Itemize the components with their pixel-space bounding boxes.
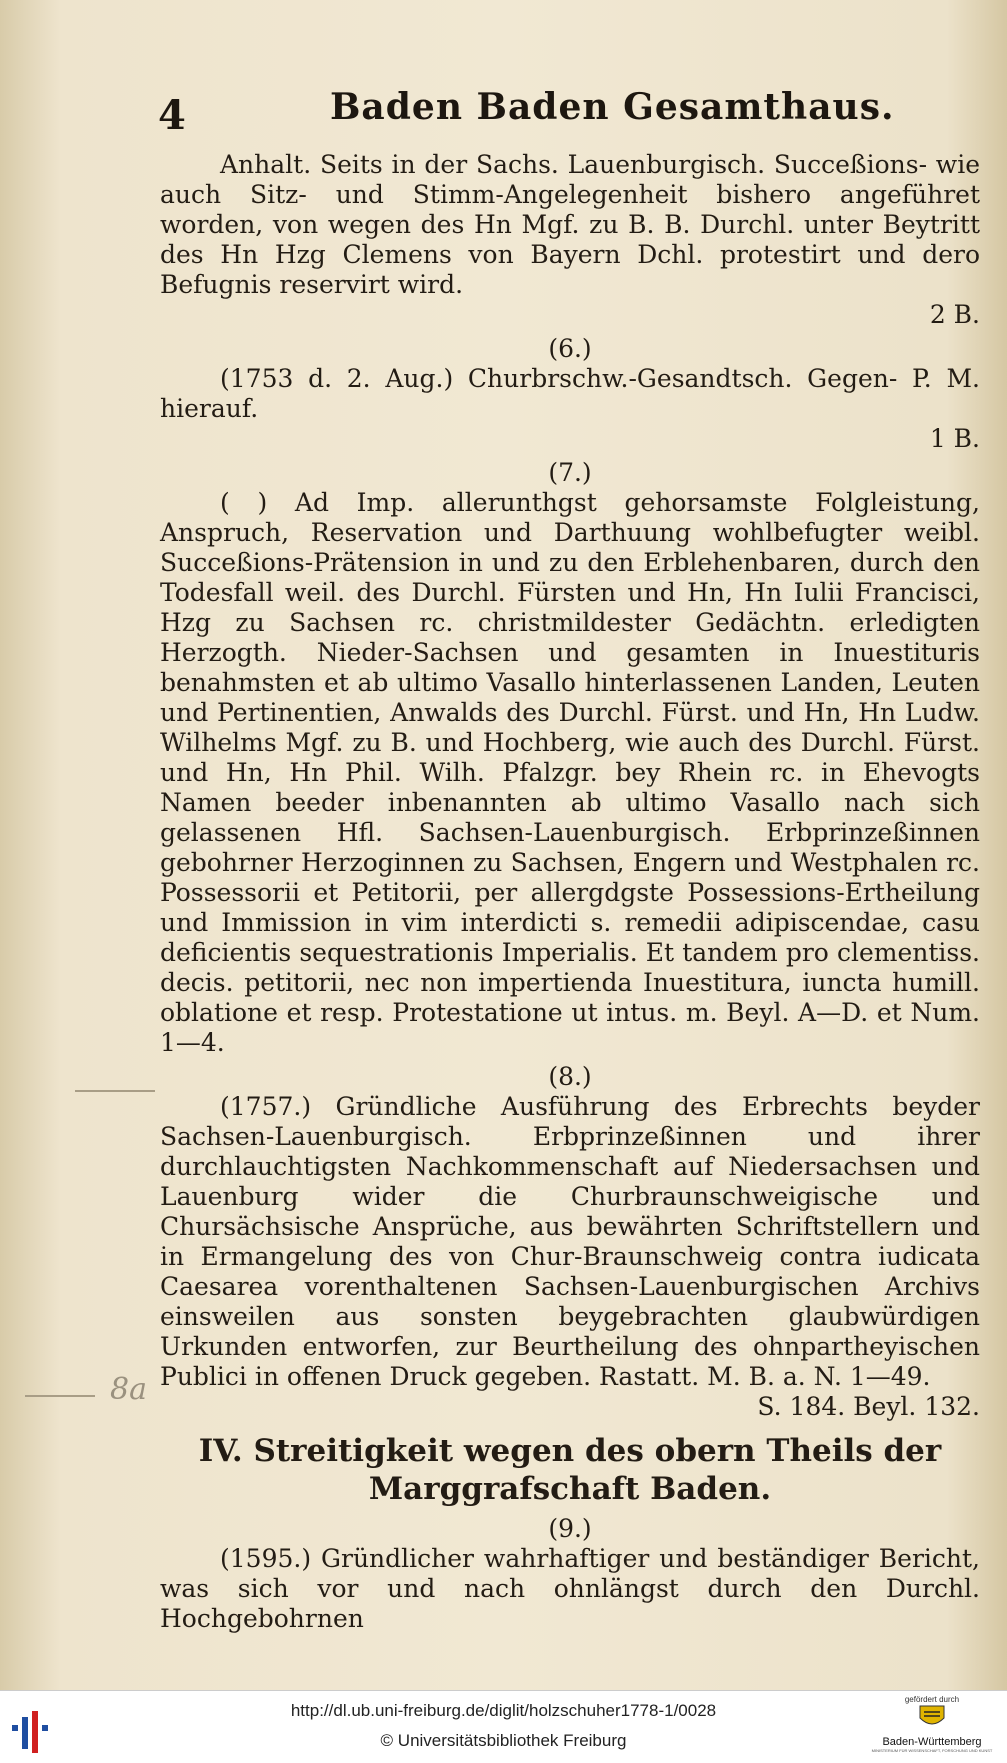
paragraph-end: [160, 300, 980, 330]
sponsor-caption: gefördert durch: [904, 1695, 960, 1704]
paragraph-end: [160, 424, 980, 454]
entry-number: (8.): [548, 1062, 592, 1091]
page-number: 4: [158, 92, 186, 139]
margin-note: 8a: [110, 1372, 147, 1407]
sponsor-name: Baden-Württemberg: [882, 1736, 982, 1748]
permalink-url[interactable]: http://dl.ub.uni-freiburg.de/diglit/holzschuher1778-1/0028: [290, 1701, 717, 1720]
page-reference: 1 B.: [929, 424, 980, 453]
page-reference: 2 B.: [929, 300, 980, 329]
viewer-footer: [0, 1690, 1007, 1763]
state-crest-icon: [912, 1704, 952, 1730]
sponsor-ministry: MINISTERIUM FÜR WISSENSCHAFT, FORSCHUNG UND KUNST: [871, 1748, 993, 1753]
section-heading: IV. Streitigkeit wegen des obern Theils der Marggrafschaft Baden.: [198, 1433, 942, 1507]
page-reference: S. 184. Beyl. 132.: [757, 1392, 980, 1421]
paragraph: (1753 d. 2. Aug.) Churbrschw.-Gesandtsch. Gegen- P. M. hierauf.: [160, 364, 980, 423]
paragraph: (1757.) Gründliche Ausführung des Erbrechts beyder Sachsen-Lauenburgisch. Erbprinzeßinnen und ihrer durchlauchtigsten Nachkommenschaft auf Niedersachsen und Lauenburg wider die Churbraunschweigische und Chursächsische Ansprüche, aus bewährten Schriftstellern und in Ermangelung des von Chur-Braunschweig contra iudicata Caesarea vorenthaltenen Sachsen-Lauenburgischen Archivs einsweilen aus sonsten beygebrachten glaubwürdigen Urkunden entworfen, zur Beurtheilung des ohnpartheyischen Publici in offenen Druck gegeben. Rastatt. M. B. a. N. 1—49.: [160, 1092, 980, 1391]
paragraph: (1595.) Gründlicher wahrhaftiger und beständiger Bericht, was sich vor und nach ohnlängst durch den Durchl. Hochgebohrnen: [160, 1544, 980, 1633]
page-header: [150, 82, 960, 139]
copyright-text: © Universitätsbibliothek Freiburg: [380, 1731, 627, 1750]
entry-number: (9.): [548, 1514, 592, 1543]
body-text: [160, 150, 980, 1634]
margin-rule: [75, 1090, 155, 1092]
entry-number: (6.): [548, 334, 592, 363]
paragraph: Anhalt. Seits in der Sachs. Lauenburgisch. Succeßions- wie auch Sitz- und Stimm-Angelegenheit bishero angeführet worden, von wegen des Hn Mgf. zu B. B. Durchl. unter Beytritt des Hn Hzg Clemens von Bayern Dchl. protestirt und dero Befugnis reservirt wird.: [160, 150, 980, 299]
entry-number: (7.): [548, 458, 592, 487]
sponsor-block: [867, 1695, 997, 1759]
running-title: Baden Baden Gesamthaus.: [330, 86, 895, 128]
paragraph: ( ) Ad Imp. allerunthgst gehorsamste Folgleistung, Anspruch, Reservation und Darthuung wohlbefugter weibl. Succeßions-Prätension in und zu den Erblehenbaren, durch den Todesfall weil. des Durchl. Fürsten und Hn, Hn Iulii Francisci, Hzg zu Sachsen rc. christmildester Gedächtn. erledigten Herzogth. Nieder-Sachsen und gesamten in Inuestituris benahmsten et ab ultimo Vasallo hinterlassenen Landen, Leuten und Pertinentien, Anwalds des Durchl. Fürst. und Hn, Hn Ludw. Wilhelms Mgf. zu B. und Hochberg, wie auch des Durchl. Fürst. und Hn, Hn Phil. Wilh. Pfalzgr. bey Rhein rc. in Ehevogts Namen beeder inbenannten ab ultimo Vasallo nach sich gelassenen Hfl. Sachsen-Lauenburgisch. Erbprinzeßinnen gebohrner Herzoginnen zu Sachsen, Engern und Westphalen rc. Possessorii et Petitorii, per allergdgste Possessions-Ertheilung und Immission in vim interdicti s. remedii adipiscendae, casu deficientis sequestrationis Imperialis. Et tandem pro clementiss. decis. petitorii, nec non impertienda Inuestitura, iuncta humill. oblatione et resp. Protestatione ut intus. m. Beyl. A—D. et Num. 1—4.: [160, 488, 980, 1057]
paragraph-end: [160, 1392, 980, 1422]
margin-rule: [25, 1395, 95, 1397]
